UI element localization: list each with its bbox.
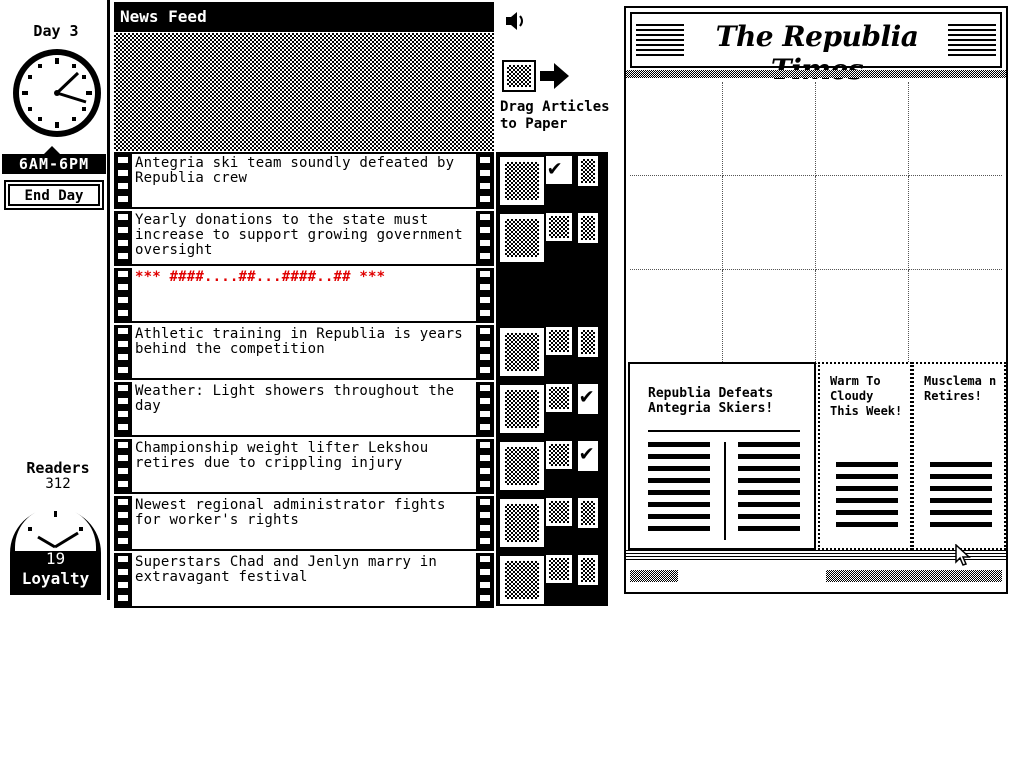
grid-cell[interactable] [816,176,909,270]
size-selector-row [496,323,608,378]
article-thumbnail-icon [505,162,539,200]
small-size-button[interactable] [578,156,598,186]
large-size-button[interactable] [500,157,544,205]
feed-article-row[interactable] [114,439,494,494]
mouse-cursor-icon [955,544,971,566]
film-sprocket [114,496,132,551]
medium-size-button[interactable] [546,384,572,412]
small-size-button[interactable] [578,213,598,243]
film-sprocket [114,382,132,437]
article-body-left [648,442,710,538]
feed-article-row[interactable] [114,382,494,437]
article-body-right [738,442,800,538]
time-range: 6AM-6PM [2,154,106,174]
small-size-button[interactable] [578,555,598,585]
grid-cell[interactable] [723,82,816,176]
news-feed-list [114,152,494,608]
newspaper-footer-rule [626,550,1006,562]
time-caret [44,146,60,154]
film-sprocket [114,553,132,608]
check-icon: ✔ [548,156,562,181]
article-body [836,462,898,534]
film-sprocket [476,496,494,551]
large-size-button[interactable] [500,214,544,262]
grid-cell[interactable] [816,82,909,176]
medium-size-button[interactable] [546,156,572,184]
film-sprocket [476,553,494,608]
large-size-button[interactable] [500,385,544,433]
feed-article-row[interactable] [114,496,494,551]
placed-article-headline: Musclema n Retires! [924,374,997,403]
placed-article-headline: Republia Defeats Antegria Skiers! [648,386,774,416]
news-feed-header [114,2,494,32]
size-selector-row [496,551,608,606]
clock-icon [6,45,108,141]
article-thumbnail-icon [581,216,595,240]
film-sprocket [476,382,494,437]
column-rule [724,442,726,540]
film-sprocket [476,154,494,209]
grid-cell[interactable] [909,82,1002,176]
large-size-button[interactable] [500,442,544,490]
size-selector-row [496,380,608,435]
article-thumbnail-icon [549,444,569,466]
article-thumbnail-icon [505,447,539,485]
large-size-button[interactable] [500,328,544,376]
article-icon [502,60,536,92]
article-thumbnail-icon [505,333,539,371]
article-thumbnail-icon [549,330,569,352]
feed-article-headline: Weather: Light showers throughout the day [135,383,455,414]
left-divider [107,0,110,600]
size-selector-row [496,266,608,321]
end-day-label: End Day [8,184,100,206]
grid-cell[interactable] [630,270,723,364]
film-sprocket [114,325,132,380]
masthead-title: The Republia [715,20,919,53]
feed-article-headline: Superstars Chad and Jenlyn marry in extravagant festival [135,554,438,585]
feed-article-headline: Antegria ski team soundly defeated by Republia crew [135,155,455,186]
article-thumbnail-icon [505,390,539,428]
article-thumbnail-icon [581,330,595,354]
layout-grid [630,82,1002,364]
masthead-band [626,70,1006,78]
size-selector-row [496,209,608,264]
article-thumbnail-icon [549,387,569,409]
loyalty-gauge [8,503,103,597]
film-sprocket [114,211,132,266]
drag-hint: Drag Articles to Paper [500,99,610,132]
film-sprocket [114,268,132,323]
grid-cell[interactable] [723,270,816,364]
film-sprocket [476,439,494,494]
placed-article-headline: Warm To Cloudy This Week! [830,374,903,418]
small-size-button[interactable] [578,327,598,357]
feed-article-headline: *** ####....##...####..## *** [135,269,386,285]
article-thumbnail-icon [549,216,569,238]
film-sprocket [476,325,494,380]
article-thumbnail-icon [549,558,569,580]
medium-size-button[interactable] [546,498,572,526]
readers-label: Readers [26,459,90,477]
loyalty-label: Loyalty [21,569,90,588]
film-sprocket [114,439,132,494]
check-icon: ✔ [580,384,594,409]
feed-article-row[interactable] [114,325,494,380]
news-feed-title: News Feed [120,7,207,26]
size-selector-row [496,152,608,207]
feed-article-row[interactable] [114,268,494,323]
grid-cell[interactable] [909,270,1002,364]
size-selector-column [496,152,608,606]
footer-block-right [826,570,1002,582]
feed-article-headline: Newest regional administrator fights for worker's rights [135,497,446,528]
size-selector-row [496,437,608,492]
feed-article-headline: Yearly donations to the state must increase to support growing government oversight [135,212,463,258]
placed-article-weather[interactable] [818,362,912,550]
article-thumbnail-icon [581,558,595,582]
readers-count: 312 [45,476,71,492]
small-size-button[interactable] [578,498,598,528]
small-size-button[interactable] [578,441,598,471]
grid-cell[interactable] [723,176,816,270]
check-icon: ✔ [580,441,594,466]
placed-article-large[interactable] [628,362,816,550]
masthead-rule-left [636,24,684,56]
size-selector-row [496,494,608,549]
grid-cell[interactable] [816,270,909,364]
end-day-button[interactable] [4,180,104,210]
masthead-rule-right [948,24,996,56]
headline-rule [648,430,800,432]
grid-cell[interactable] [630,82,723,176]
loyalty-value: 19 [45,549,66,568]
medium-size-button[interactable] [546,555,572,583]
film-sprocket [476,268,494,323]
grid-cell[interactable] [630,176,723,270]
newspaper [624,6,1008,594]
article-thumbnail-icon [549,501,569,523]
feed-article-row[interactable] [114,154,494,209]
day-label: Day 3 [33,22,79,40]
article-thumbnail-icon [581,501,595,525]
film-sprocket [476,211,494,266]
feed-article-headline: Athletic training in Republia is years behind the competition [135,326,463,357]
feed-article-row[interactable] [114,553,494,608]
article-thumbnail-icon [581,159,595,183]
large-size-button[interactable] [500,556,544,604]
article-thumbnail-icon [505,219,539,257]
feed-article-headline: Championship weight lifter Lekshou retires due to crippling injury [135,440,429,471]
news-feed-banner [114,33,494,151]
feed-article-row[interactable] [114,211,494,266]
arrow-right-icon [540,62,570,90]
small-size-button[interactable] [578,384,598,414]
large-size-button[interactable] [500,499,544,547]
masthead [630,12,1002,68]
medium-size-button[interactable] [546,327,572,355]
placed-article-sports[interactable] [912,362,1006,550]
grid-cell[interactable] [909,176,1002,270]
article-body [930,462,992,534]
article-thumbnail-icon [505,504,539,542]
film-sprocket [114,154,132,209]
footer-block-left [630,570,678,582]
article-thumbnail-icon [505,561,539,599]
medium-size-button[interactable] [546,441,572,469]
medium-size-button[interactable] [546,213,572,241]
speaker-icon[interactable] [505,10,527,32]
